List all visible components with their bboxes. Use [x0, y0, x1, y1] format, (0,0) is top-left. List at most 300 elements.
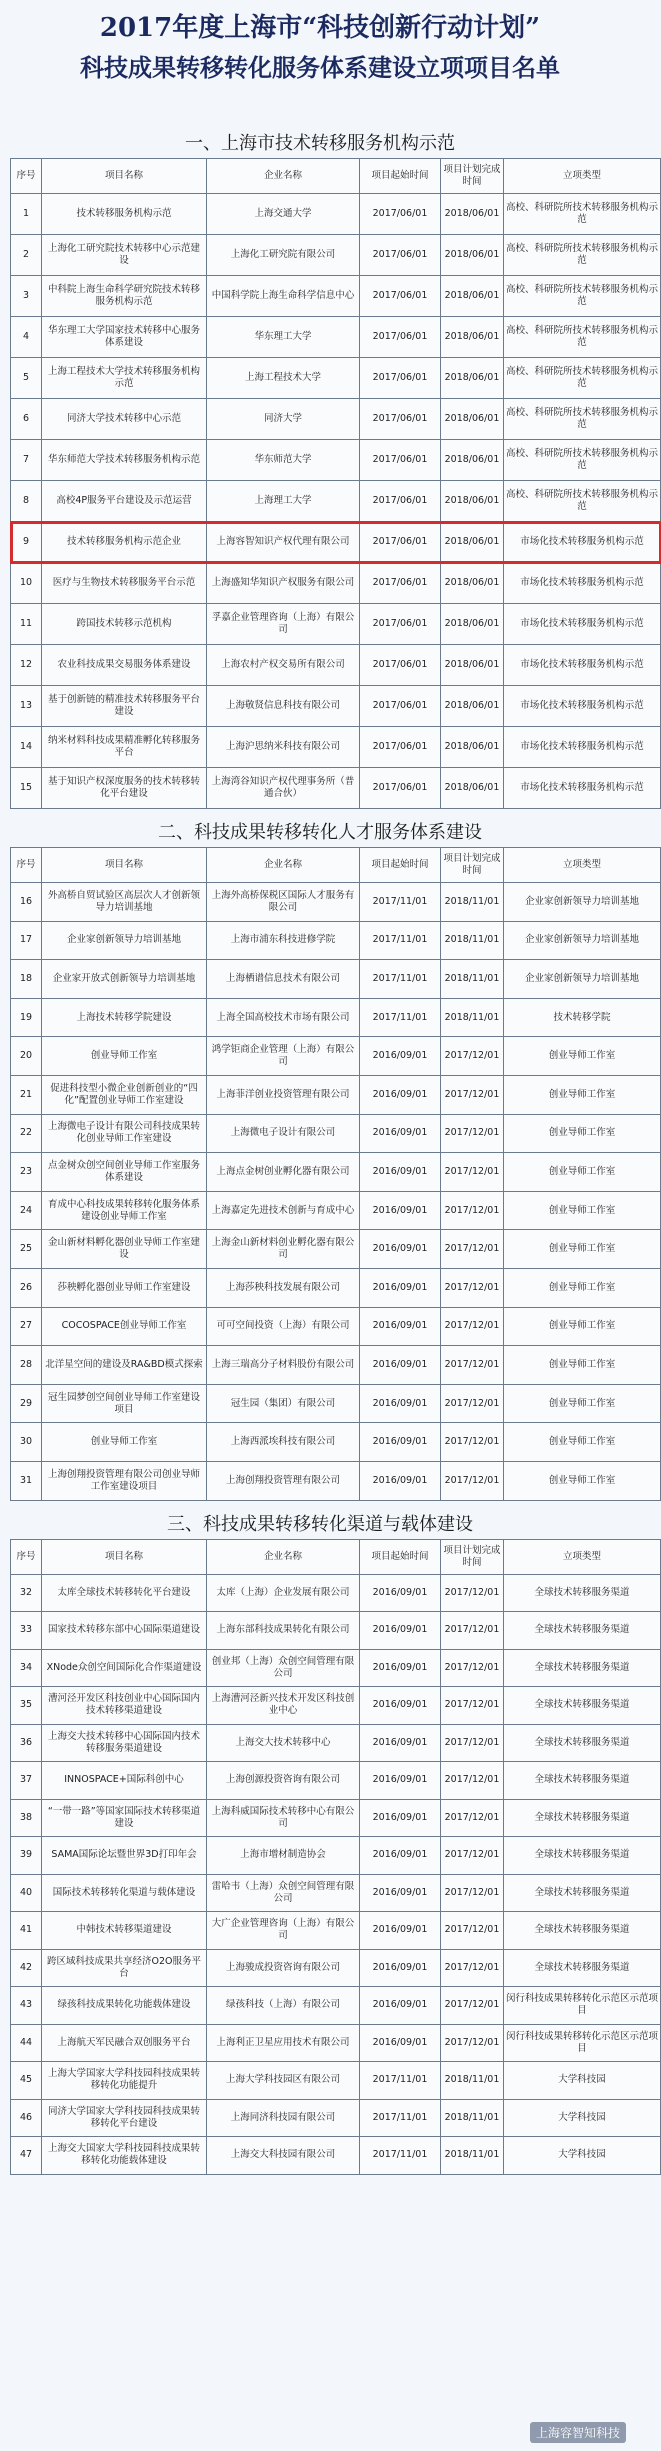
end-date-cell: 2017/12/01	[441, 1687, 504, 1725]
enterprise-name-cell: 上海科威国际技术转移中心有限公司	[207, 1799, 360, 1837]
row-number-cell: 25	[11, 1230, 42, 1269]
column-header-start-date: 项目起始时间	[360, 848, 441, 883]
enterprise-name-cell: 上海交通大学	[207, 194, 360, 235]
row-number-cell: 42	[11, 1949, 42, 1987]
table-row	[11, 317, 661, 358]
table-row	[11, 563, 661, 604]
start-date-cell: 2017/06/01	[360, 358, 441, 399]
column-header-enterprise-name: 企业名称	[207, 159, 360, 194]
row-number-cell: 46	[11, 2099, 42, 2137]
table-row	[11, 1949, 661, 1987]
row-number-cell: 40	[11, 1874, 42, 1912]
project-type-cell: 全球技术转移服务渠道	[504, 1837, 661, 1875]
enterprise-name-cell: 上海微电子设计有限公司	[207, 1114, 360, 1153]
project-type-cell: 市场化技术转移服务机构示范	[504, 604, 661, 645]
row-number-cell: 36	[11, 1724, 42, 1762]
start-date-cell: 2016/09/01	[360, 1949, 441, 1987]
start-date-cell: 2017/06/01	[360, 727, 441, 768]
start-date-cell: 2016/09/01	[360, 1612, 441, 1650]
project-type-cell: 企业家创新领导力培训基地	[504, 960, 661, 999]
project-type-cell: 高校、科研院所技术转移服务机构示范	[504, 194, 661, 235]
project-name-cell: COCOSPACE创业导师工作室	[42, 1307, 207, 1346]
project-name-cell: 北洋星空间的建设及RA&BD模式探索	[42, 1346, 207, 1385]
project-name-cell: 基于知识产权深度服务的技术转移转化平台建设	[42, 768, 207, 809]
end-date-cell: 2018/06/01	[441, 604, 504, 645]
enterprise-name-cell: 上海三瑞高分子材料股份有限公司	[207, 1346, 360, 1385]
table-header-row	[11, 1539, 661, 1574]
start-date-cell: 2017/06/01	[360, 645, 441, 686]
row-number-cell: 26	[11, 1268, 42, 1307]
project-name-cell: 上海化工研究院技术转移中心示范建设	[42, 235, 207, 276]
start-date-cell: 2016/09/01	[360, 1075, 441, 1114]
project-type-cell: 市场化技术转移服务机构示范	[504, 563, 661, 604]
row-number-cell: 6	[11, 399, 42, 440]
project-name-cell: 冠生园梦创空间创业导师工作室建设项目	[42, 1384, 207, 1423]
end-date-cell: 2018/11/01	[441, 883, 504, 922]
row-number-cell: 47	[11, 2137, 42, 2175]
end-date-cell: 2017/12/01	[441, 1037, 504, 1076]
enterprise-name-cell: 上海金山新材料创业孵化器有限公司	[207, 1230, 360, 1269]
table-row	[11, 1307, 661, 1346]
project-type-cell: 全球技术转移服务渠道	[504, 1874, 661, 1912]
row-number-cell: 43	[11, 1987, 42, 2025]
project-name-cell: 基于创新链的精准技术转移服务平台建设	[42, 686, 207, 727]
project-name-cell: 技术转移服务机构示范企业	[42, 522, 207, 563]
row-number-cell: 32	[11, 1574, 42, 1612]
project-type-cell: 全球技术转移服务渠道	[504, 1949, 661, 1987]
enterprise-name-cell: 上海东部科技成果转化有限公司	[207, 1612, 360, 1650]
start-date-cell: 2016/09/01	[360, 1837, 441, 1875]
table-row	[11, 1987, 661, 2025]
start-date-cell: 2017/11/01	[360, 2062, 441, 2100]
end-date-cell: 2018/11/01	[441, 2137, 504, 2175]
enterprise-name-cell: 同济大学	[207, 399, 360, 440]
row-number-cell: 44	[11, 2024, 42, 2062]
table-row	[11, 998, 661, 1037]
start-date-cell: 2016/09/01	[360, 1423, 441, 1462]
enterprise-name-cell: 绿孩科技（上海）有限公司	[207, 1987, 360, 2025]
project-type-cell: 创业导师工作室	[504, 1346, 661, 1385]
project-name-cell: 技术转移服务机构示范	[42, 194, 207, 235]
table-row	[11, 1114, 661, 1153]
table-row	[11, 1075, 661, 1114]
project-type-cell: 大学科技园	[504, 2099, 661, 2137]
start-date-cell: 2016/09/01	[360, 1762, 441, 1800]
project-type-cell: 创业导师工作室	[504, 1153, 661, 1192]
start-date-cell: 2017/06/01	[360, 522, 441, 563]
project-type-cell: 创业导师工作室	[504, 1114, 661, 1153]
row-number-cell: 2	[11, 235, 42, 276]
start-date-cell: 2017/06/01	[360, 440, 441, 481]
start-date-cell: 2016/09/01	[360, 1114, 441, 1153]
project-name-cell: 医疗与生物技术转移服务平台示范	[42, 563, 207, 604]
row-number-cell: 9	[11, 522, 42, 563]
enterprise-name-cell: 上海市浦东科技进修学院	[207, 921, 360, 960]
end-date-cell: 2018/06/01	[441, 727, 504, 768]
enterprise-name-cell: 上海外高桥保税区国际人才服务有限公司	[207, 883, 360, 922]
end-date-cell: 2017/12/01	[441, 1423, 504, 1462]
end-date-cell: 2017/12/01	[441, 1230, 504, 1269]
end-date-cell: 2018/06/01	[441, 440, 504, 481]
end-date-cell: 2018/11/01	[441, 2062, 504, 2100]
project-type-cell: 创业导师工作室	[504, 1230, 661, 1269]
table-row	[11, 481, 661, 522]
column-header-row-number: 序号	[11, 1539, 42, 1574]
row-number-cell: 12	[11, 645, 42, 686]
table-row	[11, 1799, 661, 1837]
end-date-cell: 2017/12/01	[441, 1649, 504, 1687]
start-date-cell: 2016/09/01	[360, 1268, 441, 1307]
project-type-cell: 创业导师工作室	[504, 1075, 661, 1114]
table-row	[11, 727, 661, 768]
column-header-start-date: 项目起始时间	[360, 159, 441, 194]
row-number-cell: 3	[11, 276, 42, 317]
section-title: 二、科技成果转移转化人才服务体系建设	[158, 822, 482, 843]
end-date-cell: 2018/11/01	[441, 2099, 504, 2137]
column-header-project-name: 项目名称	[42, 159, 207, 194]
enterprise-name-cell: 孚嘉企业管理咨询（上海）有限公司	[207, 604, 360, 645]
row-number-cell: 29	[11, 1384, 42, 1423]
table-row	[11, 1384, 661, 1423]
enterprise-name-cell: 上海湾谷知识产权代理事务所（普通合伙）	[207, 768, 360, 809]
row-number-cell: 30	[11, 1423, 42, 1462]
row-number-cell: 8	[11, 481, 42, 522]
project-type-cell: 企业家创新领导力培训基地	[504, 883, 661, 922]
project-name-cell: 跨区域科技成果共享经济O2O服务平台	[42, 1949, 207, 1987]
project-type-cell: 高校、科研院所技术转移服务机构示范	[504, 399, 661, 440]
document-title-line1: 2017年度上海市“科技创新行动计划”	[99, 13, 541, 43]
project-name-cell: 上海大学国家大学科技园科技成果转移转化功能提升	[42, 2062, 207, 2100]
start-date-cell: 2016/09/01	[360, 1153, 441, 1192]
table-row	[11, 645, 661, 686]
start-date-cell: 2016/09/01	[360, 1574, 441, 1612]
table-row	[11, 522, 661, 563]
project-name-cell: 中韩技术转移渠道建设	[42, 1912, 207, 1950]
table-row	[11, 194, 661, 235]
end-date-cell: 2017/12/01	[441, 1307, 504, 1346]
project-type-cell: 高校、科研院所技术转移服务机构示范	[504, 481, 661, 522]
project-name-cell: 同济大学技术转移中心示范	[42, 399, 207, 440]
section-2	[0, 819, 640, 1501]
table-header-row	[11, 159, 661, 194]
enterprise-name-cell: 中国科学院上海生命科学信息中心	[207, 276, 360, 317]
enterprise-name-cell: 上海菲洋创业投资管理有限公司	[207, 1075, 360, 1114]
enterprise-name-cell: 上海工程技术大学	[207, 358, 360, 399]
project-name-cell: 上海工程技术大学技术转移服务机构示范	[42, 358, 207, 399]
end-date-cell: 2018/06/01	[441, 481, 504, 522]
section-3	[0, 1511, 659, 2175]
enterprise-name-cell: 冠生园（集团）有限公司	[207, 1384, 360, 1423]
row-number-cell: 35	[11, 1687, 42, 1725]
column-header-project-type: 立项类型	[504, 159, 661, 194]
section-title: 三、科技成果转移转化渠道与载体建设	[167, 1513, 473, 1535]
project-name-cell: 纳米材料科技成果精准孵化转移服务平台	[42, 727, 207, 768]
project-type-cell: 创业导师工作室	[504, 1191, 661, 1230]
enterprise-name-cell: 上海理工大学	[207, 481, 360, 522]
row-number-cell: 14	[11, 727, 42, 768]
table-row	[11, 960, 661, 999]
enterprise-name-cell: 鸿学钜商企业管理（上海）有限公司	[207, 1037, 360, 1076]
project-type-cell: 企业家创新领导力培训基地	[504, 921, 661, 960]
table-row	[11, 399, 661, 440]
project-type-cell: 创业导师工作室	[504, 1307, 661, 1346]
project-type-cell: 全球技术转移服务渠道	[504, 1687, 661, 1725]
project-type-cell: 全球技术转移服务渠道	[504, 1799, 661, 1837]
table-row	[11, 1649, 661, 1687]
project-name-cell: 国家技术转移东部中心国际渠道建设	[42, 1612, 207, 1650]
document-title-line2: 科技成果转移转化服务体系建设立项项目名单	[80, 53, 560, 82]
start-date-cell: 2017/06/01	[360, 276, 441, 317]
project-name-cell: 中科院上海生命科学研究院技术转移服务机构示范	[42, 276, 207, 317]
project-type-cell: 市场化技术转移服务机构示范	[504, 522, 661, 563]
enterprise-name-cell: 上海利正卫星应用技术有限公司	[207, 2024, 360, 2062]
project-type-cell: 大学科技园	[504, 2062, 661, 2100]
end-date-cell: 2017/12/01	[441, 1874, 504, 1912]
row-number-cell: 22	[11, 1114, 42, 1153]
project-type-cell: 市场化技术转移服务机构示范	[504, 727, 661, 768]
end-date-cell: 2017/12/01	[441, 1153, 504, 1192]
end-date-cell: 2017/12/01	[441, 1574, 504, 1612]
start-date-cell: 2016/09/01	[360, 1987, 441, 2025]
table-row	[11, 883, 661, 922]
project-name-cell: 华东理工大学国家技术转移中心服务体系建设	[42, 317, 207, 358]
row-number-cell: 37	[11, 1762, 42, 1800]
project-name-cell: 农业科技成果交易服务体系建设	[42, 645, 207, 686]
section-1	[0, 130, 659, 809]
start-date-cell: 2016/09/01	[360, 1307, 441, 1346]
row-number-cell: 4	[11, 317, 42, 358]
enterprise-name-cell: 上海点金树创业孵化器有限公司	[207, 1153, 360, 1192]
table-row	[11, 768, 661, 809]
project-name-cell: 高校4P服务平台建设及示范运营	[42, 481, 207, 522]
end-date-cell: 2018/06/01	[441, 686, 504, 727]
enterprise-name-cell: 上海西派埃科技有限公司	[207, 1423, 360, 1462]
start-date-cell: 2016/09/01	[360, 1346, 441, 1385]
start-date-cell: 2017/11/01	[360, 883, 441, 922]
project-name-cell: 上海技术转移学院建设	[42, 998, 207, 1037]
row-number-cell: 33	[11, 1612, 42, 1650]
enterprise-name-cell: 上海盛知华知识产权服务有限公司	[207, 563, 360, 604]
column-header-end-date: 项目计划完成时间	[441, 848, 504, 883]
enterprise-name-cell: 上海化工研究院有限公司	[207, 235, 360, 276]
row-number-cell: 41	[11, 1912, 42, 1950]
project-type-cell: 创业导师工作室	[504, 1384, 661, 1423]
project-type-cell: 全球技术转移服务渠道	[504, 1724, 661, 1762]
column-header-enterprise-name: 企业名称	[207, 1539, 360, 1574]
end-date-cell: 2017/12/01	[441, 1114, 504, 1153]
start-date-cell: 2016/09/01	[360, 1230, 441, 1269]
table-row	[11, 1268, 661, 1307]
project-name-cell: 跨国技术转移示范机构	[42, 604, 207, 645]
project-name-cell: 华东师范大学技术转移服务机构示范	[42, 440, 207, 481]
table-row	[11, 1153, 661, 1192]
project-name-cell: 太库全球技术转移转化平台建设	[42, 1574, 207, 1612]
project-type-cell: 市场化技术转移服务机构示范	[504, 686, 661, 727]
project-type-cell: 技术转移学院	[504, 998, 661, 1037]
enterprise-name-cell: 上海交大技术转移中心	[207, 1724, 360, 1762]
enterprise-name-cell: 上海沪思纳米科技有限公司	[207, 727, 360, 768]
enterprise-name-cell: 可可空间投资（上海）有限公司	[207, 1307, 360, 1346]
table-row	[11, 1191, 661, 1230]
row-number-cell: 45	[11, 2062, 42, 2100]
row-number-cell: 27	[11, 1307, 42, 1346]
project-name-cell: SAMA国际论坛暨世界3D打印年会	[42, 1837, 207, 1875]
start-date-cell: 2017/11/01	[360, 998, 441, 1037]
start-date-cell: 2016/09/01	[360, 1461, 441, 1500]
start-date-cell: 2017/11/01	[360, 2137, 441, 2175]
table-row	[11, 1461, 661, 1500]
row-number-cell: 23	[11, 1153, 42, 1192]
project-name-cell: 上海微电子设计有限公司科技成果转化创业导师工作室建设	[42, 1114, 207, 1153]
start-date-cell: 2016/09/01	[360, 1687, 441, 1725]
project-name-cell: 点金树众创空间创业导师工作室服务体系建设	[42, 1153, 207, 1192]
end-date-cell: 2017/12/01	[441, 1384, 504, 1423]
end-date-cell: 2017/12/01	[441, 1762, 504, 1800]
table-row	[11, 1612, 661, 1650]
row-number-cell: 28	[11, 1346, 42, 1385]
project-type-cell: 全球技术转移服务渠道	[504, 1574, 661, 1612]
end-date-cell: 2017/12/01	[441, 1987, 504, 2025]
table-row	[11, 440, 661, 481]
column-header-project-type: 立项类型	[504, 1539, 661, 1574]
table-row	[11, 686, 661, 727]
start-date-cell: 2017/06/01	[360, 686, 441, 727]
column-header-row-number: 序号	[11, 159, 42, 194]
start-date-cell: 2016/09/01	[360, 1799, 441, 1837]
project-type-cell: 闵行科技成果转移转化示范区示范项目	[504, 1987, 661, 2025]
row-number-cell: 21	[11, 1075, 42, 1114]
project-name-cell: 上海交大技术转移中心国际国内技术转移服务渠道建设	[42, 1724, 207, 1762]
table-row	[11, 1230, 661, 1269]
project-name-cell: 育成中心科技成果转移转化服务体系建设创业导师工作室	[42, 1191, 207, 1230]
start-date-cell: 2016/09/01	[360, 1037, 441, 1076]
start-date-cell: 2017/06/01	[360, 194, 441, 235]
project-table	[10, 847, 661, 1501]
enterprise-name-cell: 上海市增材制造协会	[207, 1837, 360, 1875]
end-date-cell: 2018/11/01	[441, 960, 504, 999]
enterprise-name-cell: 上海创翔投资管理有限公司	[207, 1461, 360, 1500]
project-type-cell: 闵行科技成果转移转化示范区示范项目	[504, 2024, 661, 2062]
project-name-cell: 企业家创新领导力培训基地	[42, 921, 207, 960]
row-number-cell: 13	[11, 686, 42, 727]
project-type-cell: 全球技术转移服务渠道	[504, 1612, 661, 1650]
row-number-cell: 38	[11, 1799, 42, 1837]
project-type-cell: 创业导师工作室	[504, 1268, 661, 1307]
start-date-cell: 2016/09/01	[360, 1724, 441, 1762]
table-row	[11, 1037, 661, 1076]
project-type-cell: 高校、科研院所技术转移服务机构示范	[504, 317, 661, 358]
end-date-cell: 2017/12/01	[441, 1268, 504, 1307]
row-number-cell: 34	[11, 1649, 42, 1687]
end-date-cell: 2017/12/01	[441, 1075, 504, 1114]
project-type-cell: 高校、科研院所技术转移服务机构示范	[504, 276, 661, 317]
column-header-end-date: 项目计划完成时间	[441, 1539, 504, 1574]
table-row	[11, 1346, 661, 1385]
end-date-cell: 2017/12/01	[441, 1799, 504, 1837]
project-name-cell: “一带一路”等国家国际技术转移渠道建设	[42, 1799, 207, 1837]
table-row	[11, 1423, 661, 1462]
start-date-cell: 2016/09/01	[360, 1874, 441, 1912]
table-row	[11, 604, 661, 645]
project-name-cell: XNode众创空间国际化合作渠道建设	[42, 1649, 207, 1687]
table-row	[11, 1687, 661, 1725]
enterprise-name-cell: 上海交大科技园有限公司	[207, 2137, 360, 2175]
end-date-cell: 2018/06/01	[441, 235, 504, 276]
table-row	[11, 921, 661, 960]
document-header	[0, 0, 640, 130]
row-number-cell: 17	[11, 921, 42, 960]
column-header-row-number: 序号	[11, 848, 42, 883]
project-name-cell: 同济大学国家大学科技园科技成果转移转化平台建设	[42, 2099, 207, 2137]
project-type-cell: 创业导师工作室	[504, 1037, 661, 1076]
table-row	[11, 1837, 661, 1875]
enterprise-name-cell: 上海嘉定先进技术创新与育成中心	[207, 1191, 360, 1230]
end-date-cell: 2018/06/01	[441, 645, 504, 686]
start-date-cell: 2016/09/01	[360, 2024, 441, 2062]
project-name-cell: 莎秧孵化器创业导师工作室建设	[42, 1268, 207, 1307]
end-date-cell: 2018/06/01	[441, 563, 504, 604]
end-date-cell: 2017/12/01	[441, 1912, 504, 1950]
table-header-row	[11, 848, 661, 883]
project-name-cell: 国际技术转移转化渠道与载体建设	[42, 1874, 207, 1912]
project-type-cell: 大学科技园	[504, 2137, 661, 2175]
project-type-cell: 高校、科研院所技术转移服务机构示范	[504, 235, 661, 276]
row-number-cell: 31	[11, 1461, 42, 1500]
enterprise-name-cell: 华东理工大学	[207, 317, 360, 358]
end-date-cell: 2017/12/01	[441, 1612, 504, 1650]
enterprise-name-cell: 上海栖谱信息技术有限公司	[207, 960, 360, 999]
start-date-cell: 2016/09/01	[360, 1191, 441, 1230]
project-name-cell: INNOSPACE+国际科创中心	[42, 1762, 207, 1800]
start-date-cell: 2017/11/01	[360, 2099, 441, 2137]
table-row	[11, 1574, 661, 1612]
table-row	[11, 2099, 661, 2137]
row-number-cell: 20	[11, 1037, 42, 1076]
start-date-cell: 2017/06/01	[360, 563, 441, 604]
enterprise-name-cell: 上海莎秧科技发展有限公司	[207, 1268, 360, 1307]
start-date-cell: 2017/11/01	[360, 921, 441, 960]
end-date-cell: 2017/12/01	[441, 1837, 504, 1875]
end-date-cell: 2017/12/01	[441, 1346, 504, 1385]
project-name-cell: 创业导师工作室	[42, 1423, 207, 1462]
project-table	[10, 1539, 661, 2175]
start-date-cell: 2017/06/01	[360, 235, 441, 276]
end-date-cell: 2018/06/01	[441, 768, 504, 809]
column-header-start-date: 项目起始时间	[360, 1539, 441, 1574]
end-date-cell: 2017/12/01	[441, 2024, 504, 2062]
row-number-cell: 1	[11, 194, 42, 235]
project-name-cell: 外高桥自贸试验区高层次人才创新领导力培训基地	[42, 883, 207, 922]
enterprise-name-cell: 上海创源投资咨询有限公司	[207, 1762, 360, 1800]
table-row	[11, 2024, 661, 2062]
column-header-project-name: 项目名称	[42, 1539, 207, 1574]
project-name-cell: 上海创翔投资管理有限公司创业导师工作室建设项目	[42, 1461, 207, 1500]
enterprise-name-cell: 上海骏成投资咨询有限公司	[207, 1949, 360, 1987]
enterprise-name-cell: 大广企业管理咨询（上海）有限公司	[207, 1912, 360, 1950]
row-number-cell: 19	[11, 998, 42, 1037]
enterprise-name-cell: 雷哈韦（上海）众创空间管理有限公司	[207, 1874, 360, 1912]
end-date-cell: 2018/06/01	[441, 399, 504, 440]
row-number-cell: 18	[11, 960, 42, 999]
column-header-enterprise-name: 企业名称	[207, 848, 360, 883]
table-row	[11, 235, 661, 276]
end-date-cell: 2017/12/01	[441, 1461, 504, 1500]
table-row	[11, 358, 661, 399]
project-type-cell: 创业导师工作室	[504, 1423, 661, 1462]
row-number-cell: 7	[11, 440, 42, 481]
column-header-end-date: 项目计划完成时间	[441, 159, 504, 194]
enterprise-name-cell: 上海同济科技园有限公司	[207, 2099, 360, 2137]
